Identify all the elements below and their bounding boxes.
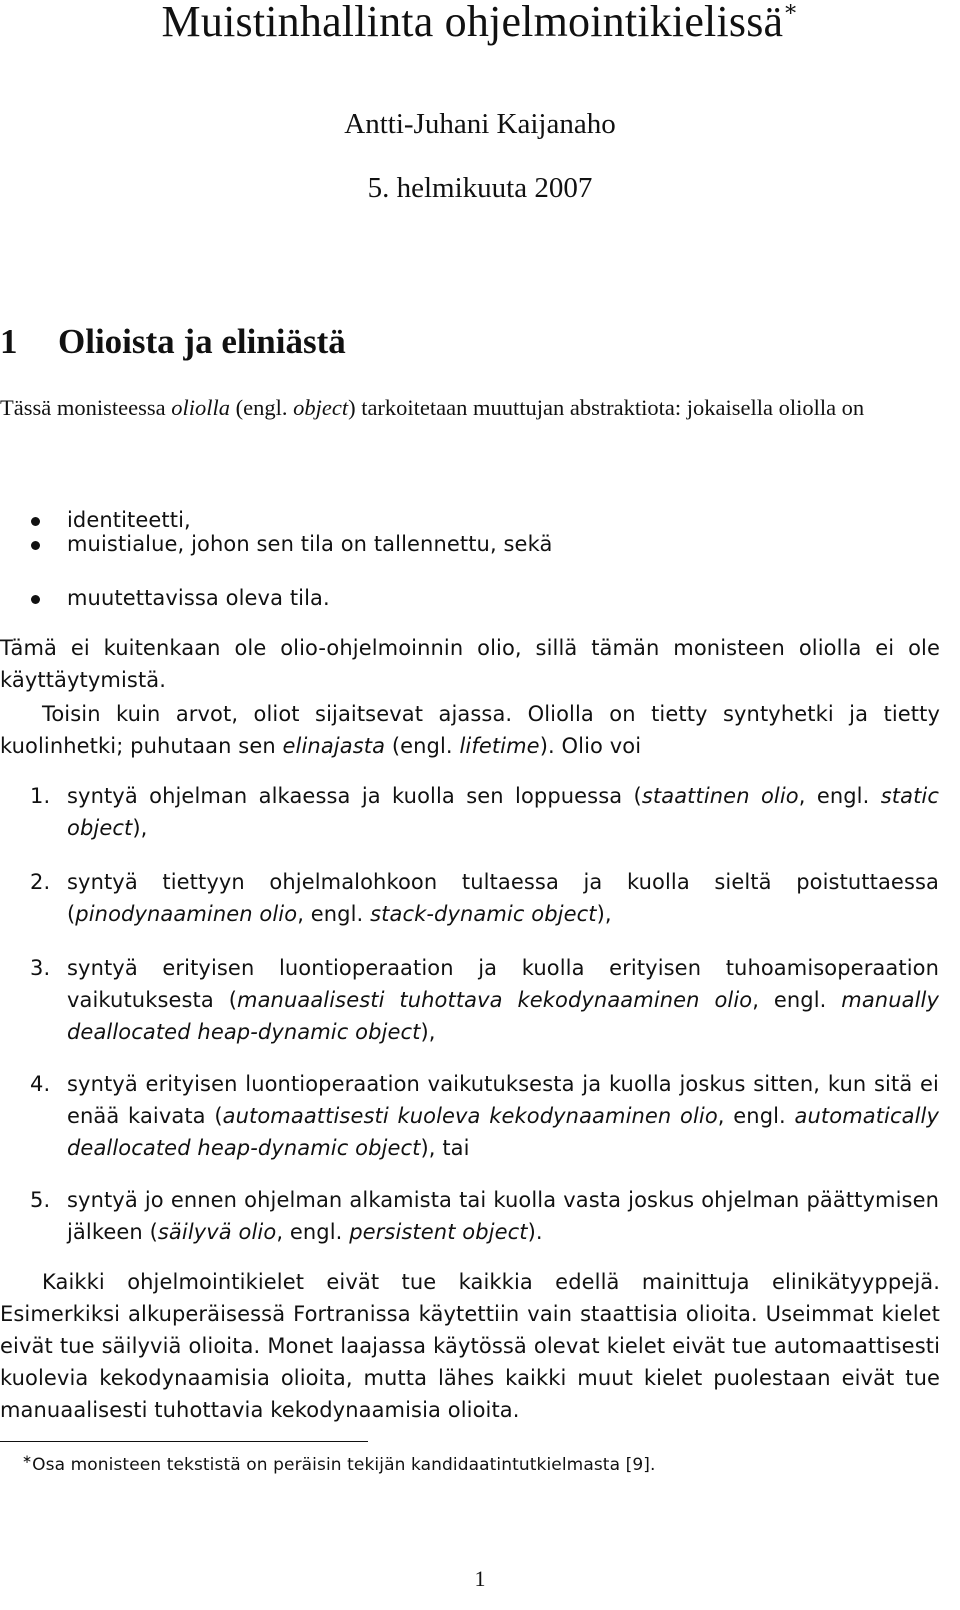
list-item-text: muutettavissa oleva tila. (67, 586, 330, 610)
list-item-text: muistialue, johon sen tila on tallennettu, sekä (67, 532, 553, 556)
lifetime-text-2: (engl. (385, 734, 460, 758)
list-item (0, 582, 940, 614)
bullet-icon (31, 541, 40, 550)
list-number: 4. (30, 1072, 51, 1096)
bullet-icon (31, 595, 40, 604)
paper-title-text: Muistinhallinta ohjelmointikielissä (161, 0, 784, 46)
item-text: , engl. (752, 988, 842, 1012)
list-number: 3. (30, 956, 51, 980)
item-term: pinodynaaminen olio (75, 902, 298, 926)
intro-text-2: (engl. (229, 395, 294, 420)
paragraph-text: Kaikki ohjelmointikielet eivät tue kaikkia edellä mainittuja elinikätyyppejä. Esimerkiksi alkuperäisessä Fortranissa käytettiin vain staattisia olioita. Useimmat kielet eivät tue säilyviä olioita. Monet laajassa käytössä olevat kielet eivät tue automaattisesti kuolevia kekodynaamisia olioita, mutta lähes kaikki muut kielet puolestaan eivät tue manuaalisesti tuhottavia kekodynaamisia olioita. (0, 1270, 940, 1422)
item-text: , engl. (297, 902, 371, 926)
paragraph-lifetime (0, 698, 940, 762)
item-text: syntyä erityisen luontioperaation vaikutuksesta ja kuolla joskus sitten, kun sitä ei enää kaivata ( (67, 1072, 939, 1128)
item-text: ). (527, 1220, 543, 1244)
paper-title (0, 0, 960, 44)
section-title: Olioista ja eliniästä (58, 322, 346, 361)
item-text: syntyä erityisen luontioperaation ja kuolla erityisen tuhoamisoperaation vaikutuksesta ( (67, 956, 939, 1012)
item-text: , engl. (798, 784, 881, 808)
intro-term-2: object (293, 395, 349, 420)
intro-paragraph (0, 392, 940, 424)
list-item-text (67, 952, 939, 1048)
item-text: , engl. (276, 1220, 350, 1244)
item-term: automaattisesti kuoleva kekodynaaminen olio (222, 1104, 718, 1128)
item-eng: stack-dynamic object (370, 902, 597, 926)
list-item-text (67, 1068, 939, 1164)
item-text: ), (596, 902, 612, 926)
list-number: 5. (30, 1188, 51, 1212)
list-item-text (67, 780, 939, 844)
item-eng: persistent object (349, 1220, 528, 1244)
item-eng: automatically deallocated heap-dynamic object (67, 1104, 939, 1160)
lifetime-text (0, 702, 940, 758)
lifetime-text-1: Toisin kuin arvot, oliot sijaitsevat ajassa. Oliolla on tietty syntyhetki ja tietty kuolinhetki; puhutaan sen (0, 702, 940, 758)
footnote-rule (0, 1441, 368, 1442)
footnote-mark: ∗ (22, 1452, 33, 1466)
list-number: 2. (30, 870, 51, 894)
list-item-text: identiteetti, (67, 508, 191, 532)
lifetime-eng: lifetime (459, 734, 540, 758)
date: 5. helmikuuta 2007 (367, 172, 593, 204)
intro-text-3: ) tarkoitetaan muuttujan abstraktiota: jokaisella oliolla on (348, 395, 865, 420)
item-eng: manually deallocated heap-dynamic object (67, 988, 939, 1044)
bullet-icon (31, 517, 40, 526)
item-text: syntyä tiettyyn ohjelmalohkoon tultaessa ja kuolla sieltä poistuttaessa ( (67, 870, 939, 926)
item-text: syntyä ohjelman alkaessa ja kuolla sen loppuessa ( (67, 784, 642, 808)
footnote-text: Osa monisteen tekstistä on peräisin tekijän kandidaatintutkielmasta [9]. (32, 1455, 656, 1475)
item-text: , engl. (717, 1104, 795, 1128)
item-term: säilyvä olio (157, 1220, 277, 1244)
item-text: ), tai (420, 1136, 470, 1160)
item-term: staattinen olio (641, 784, 799, 808)
footnote (22, 1452, 655, 1478)
paragraph-lifetime-types (0, 1266, 940, 1426)
list-item-text (67, 1184, 939, 1248)
section-heading (0, 322, 346, 362)
item-term: manuaalisesti tuhottava kekodynaaminen olio (237, 988, 753, 1012)
intro-text-1: Tässä monisteessa (0, 395, 172, 420)
list-item (0, 528, 940, 560)
item-text: ), (420, 1020, 436, 1044)
list-number: 1. (30, 784, 51, 808)
lifetime-term: elinajasta (282, 734, 386, 758)
list-item-text (67, 866, 939, 930)
intro-term-1: oliolla (171, 395, 230, 420)
item-text: ), (132, 816, 148, 840)
author: Antti-Juhani Kaijanaho (344, 108, 616, 140)
section-number: 1 (0, 322, 18, 361)
item-text: syntyä jo ennen ohjelman alkamista tai kuolla vasta joskus ohjelman päättymisen jälkeen ( (67, 1188, 939, 1244)
title-footnote-mark: ∗ (783, 0, 799, 21)
page-number: 1 (474, 1566, 486, 1591)
item-eng: static object (67, 784, 939, 840)
paragraph-behavior: Tämä ei kuitenkaan ole olio-ohjelmoinnin olio, sillä tämän monisteen oliolla ei ole käyttäytymistä. (0, 636, 940, 692)
lifetime-text-3: ). Olio voi (539, 734, 642, 758)
